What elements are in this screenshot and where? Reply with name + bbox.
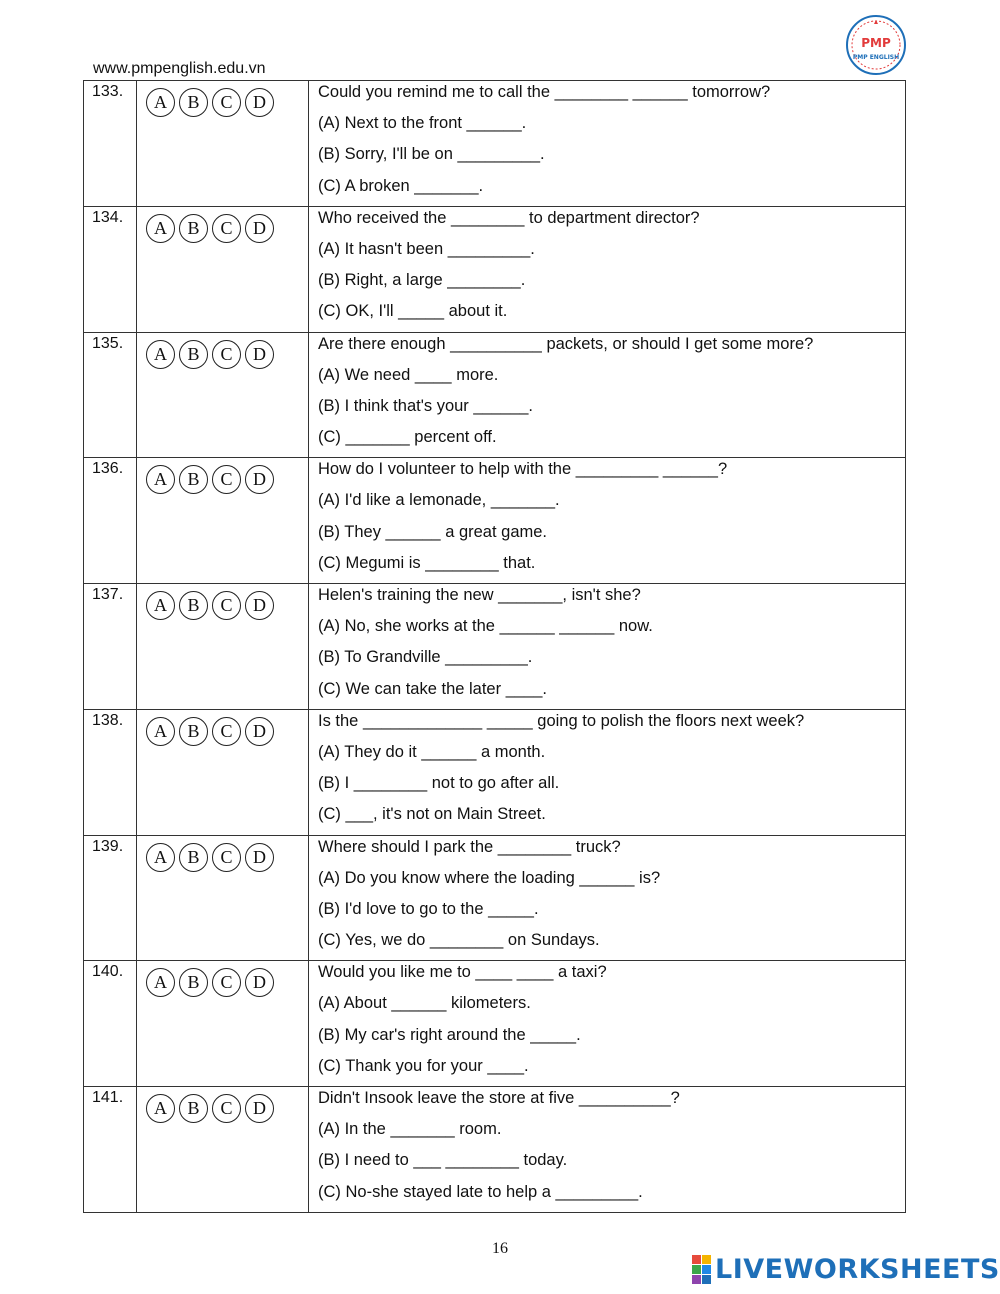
answer-bubble-d[interactable]: D — [245, 1094, 274, 1123]
answer-bubble-c[interactable]: C — [212, 717, 241, 746]
answer-bubble-d[interactable]: D — [245, 843, 274, 872]
question-row — [84, 584, 906, 710]
question-number: 138. — [92, 711, 124, 729]
question-text-cell — [309, 709, 906, 835]
question-row — [84, 332, 906, 458]
answer-bubbles — [137, 1087, 308, 1123]
answer-option: (A) No, she works at the ______ ______ now. — [318, 617, 653, 636]
answer-bubble-b[interactable]: B — [179, 465, 208, 494]
question-prompt: Didn't Insook leave the store at five __________? — [318, 1089, 680, 1107]
answer-bubbles-cell — [137, 709, 309, 835]
question-prompt: Are there enough __________ packets, or should I get some more? — [318, 334, 814, 353]
answer-option: (A) In the _______ room. — [318, 1120, 502, 1139]
question-number: 134. — [92, 208, 124, 226]
answer-bubble-b[interactable]: B — [179, 968, 208, 997]
answer-bubbles — [137, 458, 308, 494]
answer-option: (B) I ________ not to go after all. — [318, 774, 560, 793]
answer-option: (C) Megumi is ________ that. — [318, 553, 536, 572]
answer-option: (C) Thank you for your ____. — [318, 1056, 529, 1075]
answer-bubble-c[interactable]: C — [212, 968, 241, 997]
answer-bubble-a[interactable]: A — [146, 843, 175, 872]
question-number-cell — [84, 206, 137, 332]
answer-bubble-b[interactable]: B — [179, 1094, 208, 1123]
question-prompt: Where should I park the ________ truck? — [318, 837, 621, 856]
answer-option: (B) Sorry, I'll be on _________. — [318, 145, 545, 164]
answer-bubbles — [137, 710, 308, 746]
pmp-english-logo — [845, 14, 907, 76]
question-prompt: Could you remind me to call the ________ ______ tomorrow? — [318, 83, 771, 101]
answer-bubble-c[interactable]: C — [212, 465, 241, 494]
page-number: 16 — [492, 1240, 508, 1257]
answer-bubble-c[interactable]: C — [212, 214, 241, 243]
question-number: 140. — [92, 963, 124, 981]
question-row — [84, 206, 906, 332]
answer-option: (C) Yes, we do ________ on Sundays. — [318, 931, 600, 950]
answer-bubble-d[interactable]: D — [245, 214, 274, 243]
answer-option: (B) They ______ a great game. — [318, 522, 548, 541]
answer-bubble-d[interactable]: D — [245, 591, 274, 620]
answer-option: (A) They do it ______ a month. — [318, 742, 546, 761]
answer-bubble-a[interactable]: A — [146, 88, 175, 117]
question-prompt: Who received the ________ to department director? — [318, 208, 700, 227]
question-row — [84, 1087, 906, 1213]
answer-bubble-b[interactable]: B — [179, 88, 208, 117]
question-number: 135. — [92, 334, 124, 352]
question-number-cell — [84, 961, 137, 1087]
logo-mark: PMP — [861, 36, 891, 50]
question-text-cell — [309, 81, 906, 207]
answer-bubble-a[interactable]: A — [146, 591, 175, 620]
question-number-cell — [84, 1087, 137, 1213]
answer-bubbles — [137, 584, 308, 620]
answer-bubble-a[interactable]: A — [146, 717, 175, 746]
answer-bubble-b[interactable]: B — [179, 717, 208, 746]
answer-option: (B) My car's right around the _____. — [318, 1025, 581, 1044]
question-prompt: Would you like me to ____ ____ a taxi? — [318, 963, 607, 982]
question-row — [84, 961, 906, 1087]
answer-option: (B) To Grandville _________. — [318, 648, 533, 667]
question-prompt: Helen's training the new _______, isn't she? — [318, 586, 641, 604]
question-number-cell — [84, 81, 137, 207]
question-text-cell — [309, 1087, 906, 1213]
question-text-cell — [309, 206, 906, 332]
liveworksheets-wordmark: LIVEWORKSHEETS — [715, 1253, 1000, 1285]
answer-option: (A) Do you know where the loading ______ is? — [318, 868, 661, 887]
question-number: 141. — [92, 1089, 124, 1106]
answer-bubble-a[interactable]: A — [146, 214, 175, 243]
answer-bubble-d[interactable]: D — [245, 465, 274, 494]
answer-bubbles — [137, 836, 308, 872]
answer-option: (C) No-she stayed late to help a _________. — [318, 1182, 643, 1201]
answer-bubble-d[interactable]: D — [245, 717, 274, 746]
answer-bubbles-cell — [137, 458, 309, 584]
answer-bubbles-cell — [137, 835, 309, 961]
liveworksheets-brand — [692, 1252, 1000, 1286]
question-text-cell — [309, 584, 906, 710]
answer-option: (A) About ______ kilometers. — [318, 994, 531, 1013]
answer-option: (B) I think that's your ______. — [318, 396, 534, 415]
answer-option: (A) Next to the front ______. — [318, 114, 527, 133]
question-row — [84, 835, 906, 961]
answer-option: (A) We need ____ more. — [318, 365, 499, 384]
answer-bubble-a[interactable]: A — [146, 465, 175, 494]
answer-bubbles-cell — [137, 961, 309, 1087]
question-text-cell — [309, 332, 906, 458]
answer-bubbles — [137, 961, 308, 997]
logo-text: PMP ENGLISH — [852, 54, 900, 61]
answer-bubble-b[interactable]: B — [179, 591, 208, 620]
question-number-cell — [84, 458, 137, 584]
answer-bubble-c[interactable]: C — [212, 340, 241, 369]
question-number: 139. — [92, 837, 124, 855]
answer-bubble-b[interactable]: B — [179, 340, 208, 369]
answer-option: (C) OK, I'll _____ about it. — [318, 302, 508, 321]
answer-bubble-a[interactable]: A — [146, 968, 175, 997]
question-number-cell — [84, 584, 137, 710]
answer-option: (A) It hasn't been _________. — [318, 239, 535, 258]
answer-option: (C) _______ percent off. — [318, 428, 497, 447]
question-text-cell — [309, 961, 906, 1087]
answer-option: (C) A broken _______. — [318, 176, 484, 195]
answer-bubbles-cell — [137, 332, 309, 458]
liveworksheets-logo-icon — [692, 1255, 711, 1284]
answer-bubbles-cell — [137, 1087, 309, 1213]
answer-bubbles — [137, 207, 308, 243]
question-number: 133. — [92, 83, 124, 100]
answer-bubble-c[interactable]: C — [212, 1094, 241, 1123]
answer-option: (C) We can take the later ____. — [318, 679, 547, 698]
question-row — [84, 81, 906, 207]
answer-bubble-b[interactable]: B — [179, 214, 208, 243]
answer-option: (C) ___, it's not on Main Street. — [318, 805, 546, 824]
question-text-cell — [309, 835, 906, 961]
answer-bubble-c[interactable]: C — [212, 843, 241, 872]
answer-bubbles-cell — [137, 81, 309, 207]
question-number: 136. — [92, 460, 124, 478]
answer-option: (B) Right, a large ________. — [318, 271, 526, 290]
question-row — [84, 709, 906, 835]
site-url: www.pmpenglish.edu.vn — [93, 60, 266, 77]
question-number: 137. — [92, 586, 124, 603]
question-table — [83, 80, 906, 1213]
answer-option: (A) I'd like a lemonade, _______. — [318, 491, 560, 510]
answer-bubble-a[interactable]: A — [146, 1094, 175, 1123]
answer-bubbles-cell — [137, 206, 309, 332]
answer-option: (B) I need to ___ ________ today. — [318, 1151, 568, 1170]
answer-bubbles-cell — [137, 584, 309, 710]
answer-bubble-a[interactable]: A — [146, 340, 175, 369]
question-number-cell — [84, 835, 137, 961]
answer-option: (B) I'd love to go to the _____. — [318, 899, 539, 918]
answer-bubble-d[interactable]: D — [245, 340, 274, 369]
answer-bubble-c[interactable]: C — [212, 591, 241, 620]
question-prompt: Is the _____________ _____ going to polish the floors next week? — [318, 711, 805, 730]
answer-bubble-c[interactable]: C — [212, 88, 241, 117]
answer-bubbles — [137, 81, 308, 117]
question-row — [84, 458, 906, 584]
question-number-cell — [84, 709, 137, 835]
question-number-cell — [84, 332, 137, 458]
answer-bubble-d[interactable]: D — [245, 88, 274, 117]
question-prompt: How do I volunteer to help with the _________ ______? — [318, 460, 728, 479]
answer-bubbles — [137, 333, 308, 369]
answer-bubble-b[interactable]: B — [179, 843, 208, 872]
answer-bubble-d[interactable]: D — [245, 968, 274, 997]
question-text-cell — [309, 458, 906, 584]
